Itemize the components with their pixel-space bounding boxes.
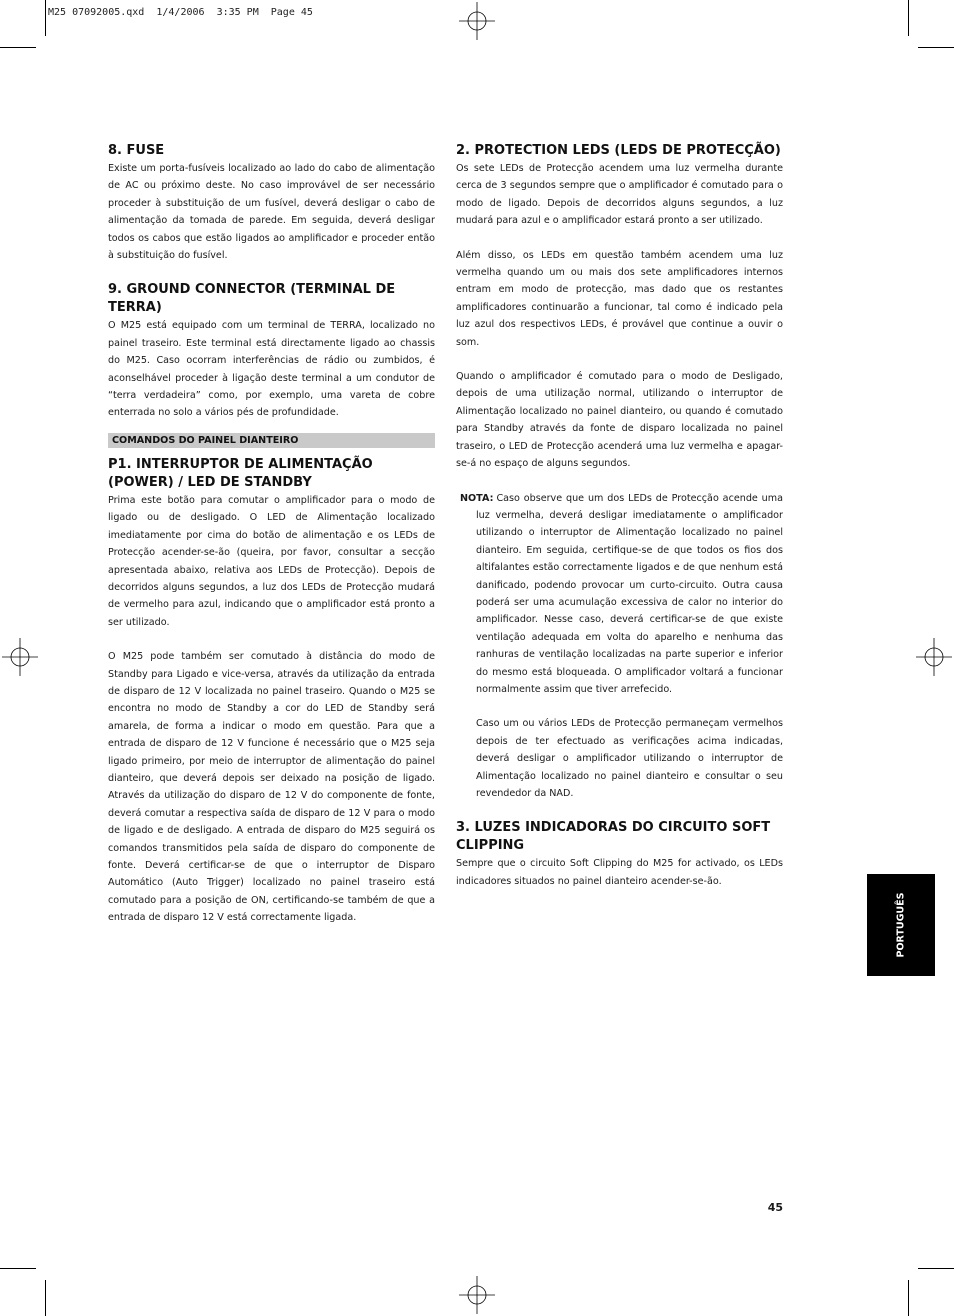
note-text: Caso observe que um dos LEDs de Protecção acende uma luz vermelha, deverá desligar imediatamente o amplificador utilizando o interruptor de Alimentação localizado no painel dianteiro. Em seguida, certifique-se de que todos os fios dos altifalantes estão correctamente ligados e de que nenhum está danificado, podendo provocar um curto-circuito. Outra causa poderá ser uma acumulação excessiva de calor no interior do amplificador. Nesse caso, deverá certificar-se de que existe ventilação adequada em volta do aparelho e nenhuma das ranhuras de ventilação localizadas na parte superior e inferior do mesmo está bloqueada. O amplificador voltará a funcionar normalmente assim que tiver arrefecido. (476, 492, 783, 695)
crop-mark (908, 0, 909, 36)
protection-leds-paragraph-2: Além disso, os LEDs em questão também acendem uma luz vermelha quando um ou mais dos sete amplificadores internos entram em modo de protecção, mas dado que os restantes amplificadores continuarão a funcionar, tal como é indicado pela luz azul dos respectivos LEDs, é provável que continue a ouvir o som. (456, 249, 783, 348)
crop-mark (0, 47, 36, 48)
crop-mark (0, 1268, 36, 1269)
soft-clipping-paragraph: Sempre que o circuito Soft Clipping do M25 for activado, os LEDs indicadores situados no painel dianteiro acender-se-ão. (456, 858, 783, 887)
print-slug: M25 07092005.qxd 1/4/2006 3:35 PM Page 45 (48, 7, 313, 18)
right-column (456, 142, 783, 890)
registration-mark-right (916, 638, 952, 676)
protection-leds-paragraph-3: Quando o amplificador é comutado para o modo de Desligado, depois de uma utilização normal, utilizando o interruptor de Alimentação localizado no painel dianteiro, ou quando é comutado para Standby através da fonte de disparo localizada no painel traseiro, o LED de Protecção acenderá uma luz vermelha e apagar-se-á no espaço de alguns segundos. (456, 371, 783, 470)
crop-mark (918, 1268, 954, 1269)
crop-mark (45, 0, 46, 36)
crop-mark (908, 1280, 909, 1316)
note-paragraph (456, 490, 783, 699)
power-switch-paragraph-1: Prima este botão para comutar o amplificador para o modo de ligado ou de desligado. O LED de Alimentação localizado imediatamente por cima do botão de alimentação e os LEDs de Protecção acender-se-ão (queira, por favor, consultar a secção apresentada abaixo, relativa aos LEDs de Protecção). Depois de decorridos alguns segundos, a luz dos LEDs de Protecção mudará de vermelho para azul, indicando que o amplificador está pronto a ser utilizado. (108, 494, 435, 628)
crop-mark (45, 1280, 46, 1316)
soft-clipping-heading: 3. LUZES INDICADORAS DO CIRCUITO SOFT CLIPPING (456, 820, 771, 854)
note-label: NOTA: (460, 492, 494, 504)
protection-leds-heading: 2. PROTECTION LEDS (LEDS DE PROTECÇÃO) (456, 143, 781, 158)
protection-leds-paragraph-1: Os sete LEDs de Protecção acendem uma luz vermelha durante cerca de 3 segundos sempre que o amplificador é comutado para o modo de ligado. Depois de decorridos alguns segundos, a luz mudará para azul e o amplificador estará pronto a ser utilizado. (456, 163, 783, 227)
ground-connector-heading: 9. GROUND CONNECTOR (TERMINAL DE TERRA) (108, 282, 396, 316)
fuse-paragraph: Existe um porta-fusíveis localizado ao lado do cabo de alimentação de AC ou próximo deste. No caso improvável de ser necessário proceder à substituição de um fusível, deverá desligar o cabo de alimentação da tomada de parede. Em seguida, deverá desligar todos os cabos que estão ligados ao amplificador e proceder então à substituição do fusível. (108, 163, 435, 262)
page-number: 45 (767, 1201, 783, 1214)
front-panel-section-bar: COMANDOS DO PAINEL DIANTEIRO (108, 433, 435, 448)
registration-mark-top (459, 2, 495, 40)
power-switch-heading: P1. INTERRUPTOR DE ALIMENTAÇÃO (POWER) / LED DE STANDBY (108, 456, 373, 490)
registration-mark-bottom (459, 1276, 495, 1314)
language-tab (867, 874, 935, 976)
note-paragraph-2: Caso um ou vários LEDs de Protecção permaneçam vermelhos depois de ter efectuado as verificações acima indicadas, deverá desligar o amplificador utilizando o interruptor de Alimentação localizado no painel dianteiro e consultar o seu revendedor da NAD. (476, 718, 783, 799)
power-switch-paragraph-2: O M25 pode também ser comutado à distância do modo de Standby para Ligado e vice-versa, através da utilização da entrada de disparo de 12 V localizada no painel traseiro. Quando o M25 se encontra no modo de Standby a cor do LED de Standby será amarela, de forma a indicar o modo em questão. Para que a entrada de disparo de 12 V funcione é necessário que o M25 seja ligado primeiro, por meio de interruptor de alimentação do painel dianteiro, que deverá depois ser deixado na posição de ligado. Através da utilização do disparo de 12 V do componente de fonte, deverá comutar a respectiva saída de disparo de 12 V para o modo de ligado e de desligado. A entrada de disparo do M25 seguirá os comandos transmitidos pela saída de disparo do componente de fonte. Deverá certificar-se de que o interruptor de Disparo Automático (Auto Trigger) localizado no painel traseiro está comutado para a posição de ON, certificando-se também de que a entrada de disparo 12 V está correctamente ligada. (108, 651, 435, 924)
left-column (108, 142, 435, 927)
ground-connector-paragraph: O M25 está equipado com um terminal de TERRA, localizado no painel traseiro. Este terminal está directamente ligado ao chassis do M25. Caso ocorram interferências de rádio ou zumbidos, é aconselhável proceder à ligação deste terminal a um condutor de “terra verdadeira” como, por exemplo, uma vareta de cobre enterrada no solo a vários pés de profundidade. (108, 320, 435, 419)
fuse-heading: 8. FUSE (108, 143, 165, 158)
registration-mark-left (2, 638, 38, 676)
language-tab-label: PORTUGUÊS (895, 892, 907, 958)
crop-mark (918, 47, 954, 48)
